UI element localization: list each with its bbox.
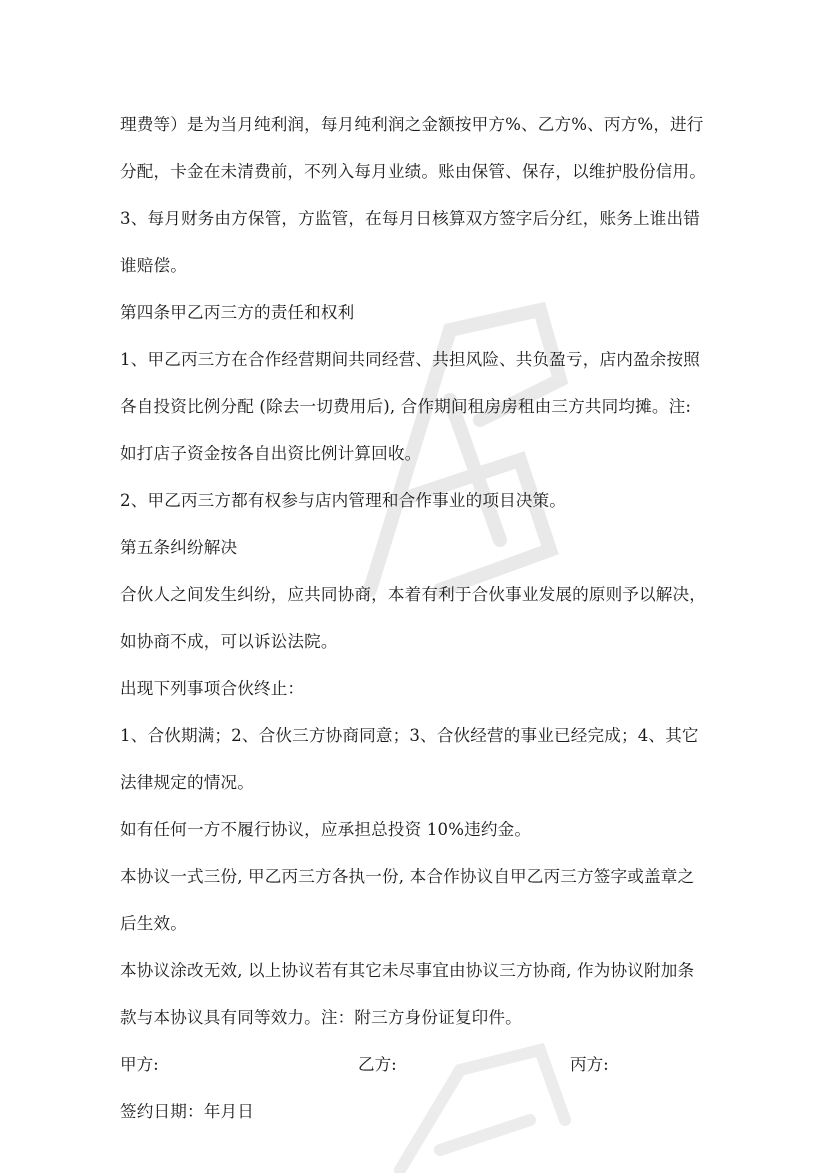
paragraph-line: 合伙人之间发生纠纷，应共同协商，本着有利于合伙事业发展的原则予以解决， [120, 585, 707, 604]
section-heading-article-5: 第五条纠纷解决 [120, 538, 238, 557]
paragraph-line: 3、每月财务由方保管，方监管，在每月日核算双方签字后分红，账务上谁出错 [120, 209, 700, 228]
paragraph-line: 1、合伙期满；2、合伙三方协商同意；3、合伙经营的事业已经完成；4、其它 [120, 726, 699, 745]
paragraph-line: 1、甲乙丙三方在合作经营期间共同经营、共担风险、共负盈亏，店内盈余按照 [120, 350, 700, 369]
paragraph-line: 法律规定的情况。 [120, 773, 254, 792]
paragraph-line: 分配，卡金在未清费前，不列入每月业绩。账由保管、保存，以维护股份信用。 [120, 162, 707, 181]
paragraph-line: 如协商不成，可以诉讼法院。 [120, 632, 338, 651]
paragraph-line: 如有任何一方不履行协议，应承担总投资 10%违约金。 [120, 820, 532, 839]
signature-row [120, 1046, 720, 1093]
paragraph-line: 本协议一式三份, 甲乙丙三方各执一份, 本合作协议自甲乙丙三方签字或盖章之 [120, 867, 695, 886]
section-heading-article-4: 第四条甲乙丙三方的责任和权利 [120, 303, 355, 322]
paragraph-line: 2、甲乙丙三方都有权参与店内管理和合作事业的项目决策。 [120, 491, 567, 510]
party-b-signature-label: 乙方: [358, 1055, 397, 1074]
paragraph-line: 理费等）是为当月纯利润，每月纯利润之金额按甲方%、乙方%、丙方%，进行 [120, 115, 704, 134]
paragraph-line: 后生效。 [120, 914, 187, 933]
party-c-signature-label: 丙方: [570, 1055, 609, 1074]
paragraph-line: 各自投资比例分配 (除去一切费用后), 合作期间租房房租由三方共同均摊。注: [120, 397, 692, 416]
paragraph-line: 出现下列事项合伙终止： [120, 679, 305, 698]
sign-date-line: 签约日期：年月日 [120, 1102, 254, 1121]
party-a-signature-label: 甲方: [120, 1055, 159, 1074]
paragraph-line: 本协议涂改无效, 以上协议若有其它未尽事宜由协议三方协商, 作为协议附加条 [120, 961, 695, 980]
paragraph-line: 款与本协议具有同等效力。注：附三方身份证复印件。 [120, 1008, 522, 1027]
paragraph-line: 如打店子资金按各自出资比例计算回收。 [120, 444, 422, 463]
document-body [120, 106, 720, 1140]
paragraph-line: 谁赔偿。 [120, 256, 187, 275]
